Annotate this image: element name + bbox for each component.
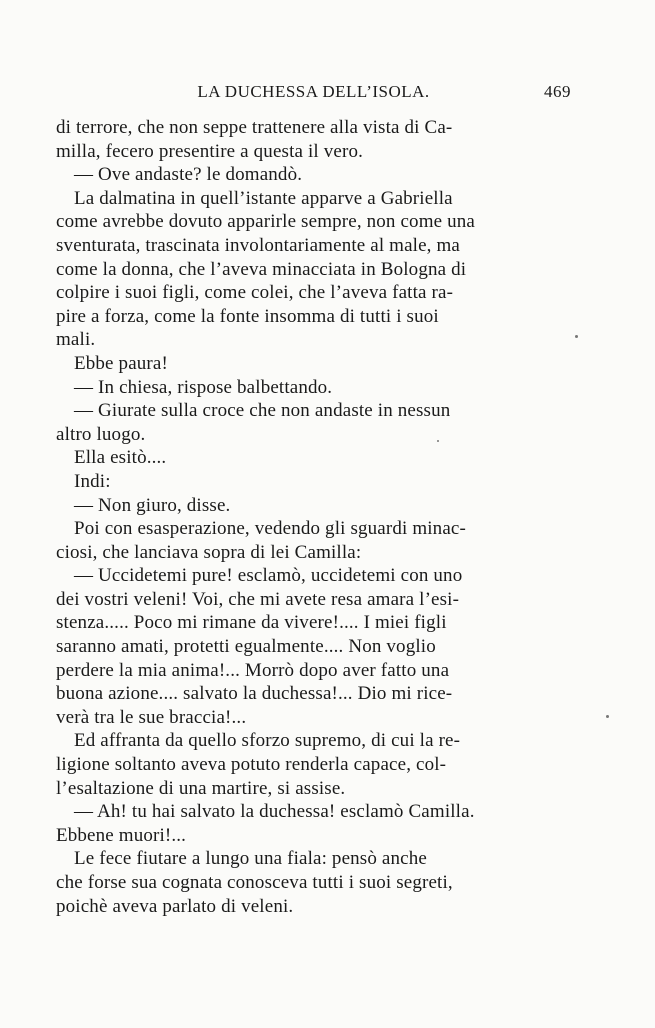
text-line: ciosi, che lanciava sopra di lei Camilla: — [56, 541, 362, 563]
text-line: stenza..... Poco mi rimane da vivere!.... I miei figli — [56, 612, 447, 634]
text-line: sventurata, trascinata involontariamente al male, ma — [56, 234, 460, 256]
text-line: Ella esitò.... — [74, 447, 167, 469]
text-line: pire a forza, come la fonte insomma di tutti i suoi — [56, 305, 439, 327]
scan-speck — [575, 335, 578, 338]
text-line: — Ove andaste? le domandò. — [74, 164, 303, 186]
scan-speck — [606, 715, 609, 718]
text-line: dei vostri veleni! Voi, che mi avete resa amara l’esi- — [56, 588, 460, 610]
text-line: — Non giuro, disse. — [74, 494, 231, 516]
text-line: Ebbe paura! — [74, 352, 168, 374]
text-line: l’esaltazione di una martire, si assise. — [56, 777, 346, 799]
text-line: milla, fecero presentire a questa il vero. — [56, 140, 363, 162]
text-line: Ebbene muori!... — [56, 824, 187, 846]
text-line: La dalmatina in quell’istante apparve a Gabriella — [74, 187, 453, 209]
text-line: saranno amati, protetti egualmente.... Non voglio — [56, 636, 436, 658]
text-line: colpire i suoi figli, come colei, che l’aveva fatta ra- — [56, 282, 454, 304]
text-line: — Uccidetemi pure! esclamò, uccidetemi con uno — [74, 565, 463, 587]
text-line: Poi con esasperazione, vedendo gli sguardi minac- — [74, 518, 466, 540]
running-title: LA DUCHESSA DELL’ISOLA. — [197, 82, 430, 101]
text-line: Le fece fiutare a lungo una fiala: pensò anche — [74, 848, 427, 870]
text-line: buona azione.... salvato la duchessa!... Dio mi rice- — [56, 683, 453, 705]
text-line: verà tra le sue braccia!... — [56, 706, 247, 728]
text-line: Ed affranta da quello sforzo supremo, di cui la re- — [74, 730, 461, 752]
text-line: mali. — [56, 329, 96, 351]
text-line: poichè aveva parlato di veleni. — [56, 895, 294, 917]
body-text — [56, 116, 556, 918]
text-line: — Giurate sulla croce che non andaste in nessun — [74, 400, 451, 422]
text-line: come la donna, che l’aveva minacciata in Bologna di — [56, 258, 467, 280]
running-header — [56, 82, 571, 108]
text-line: di terrore, che non seppe trattenere alla vista di Ca- — [56, 117, 453, 138]
text-line: ligione soltanto aveva potuto renderla capace, col- — [56, 754, 447, 776]
text-line: — In chiesa, rispose balbettando. — [74, 376, 333, 398]
text-line: Indi: — [74, 470, 111, 492]
page-number: 469 — [544, 82, 571, 101]
text-line: — Ah! tu hai salvato la duchessa! esclamò Camilla. — [74, 801, 475, 823]
scan-speck — [437, 440, 439, 442]
text-line: altro luogo. — [56, 423, 146, 445]
text-line: che forse sua cognata conosceva tutti i suoi segreti, — [56, 872, 453, 893]
text-line: perdere la mia anima!... Morrò dopo aver fatto una — [56, 659, 450, 681]
text-line: come avrebbe dovuto apparirle sempre, non come una — [56, 211, 476, 233]
